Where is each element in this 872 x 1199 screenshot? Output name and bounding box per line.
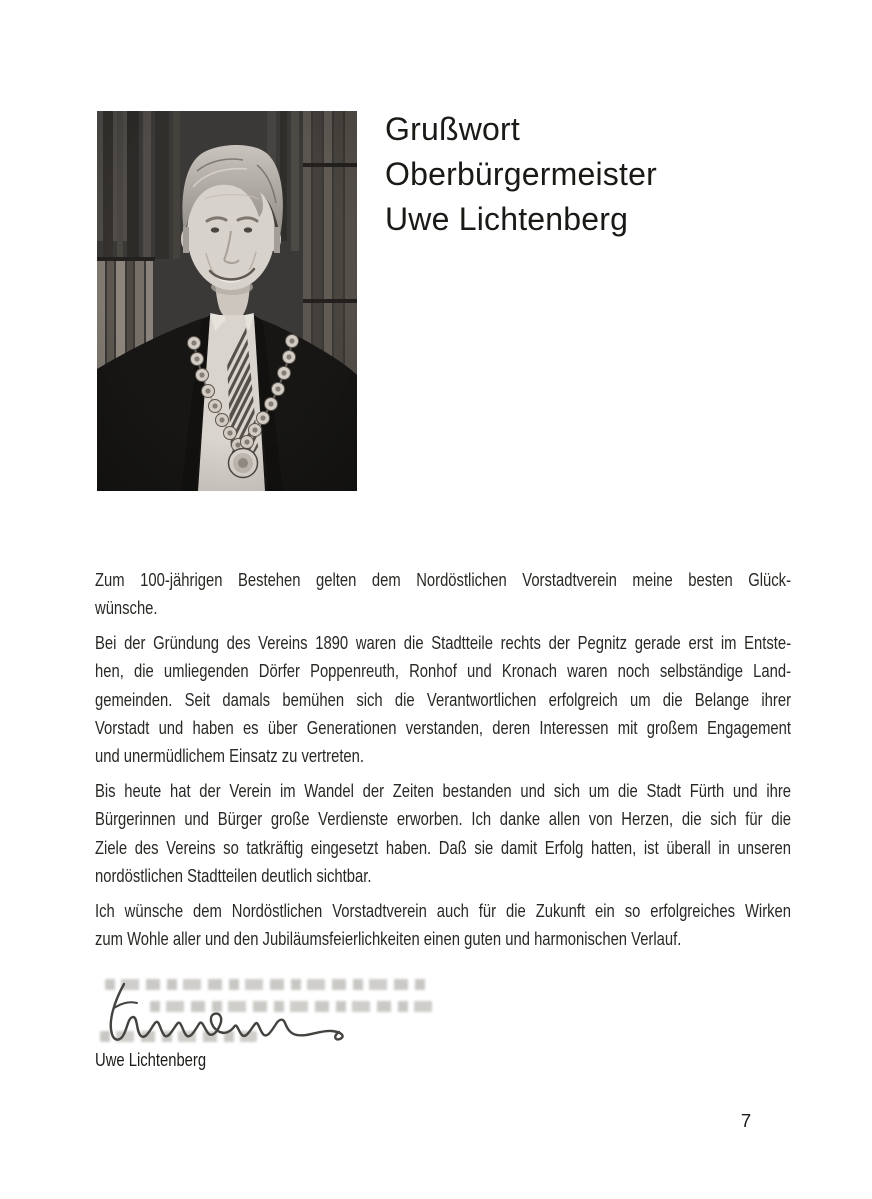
body-line: gemeinden. Seit damals bemühen sich die Verantwortlichen erfolgreich um die Belange ihrer (95, 688, 791, 710)
body-line: hen, die umliegenden Dörfer Poppenreuth, Ronhof und Kronach waren noch selbständige Land- (95, 660, 791, 682)
paragraph (95, 777, 791, 890)
portrait-photo-art (97, 111, 357, 491)
body-line: Bei der Gründung des Vereins 1890 waren die Stadtteile rechts der Pegnitz gerade erst im Entste- (95, 632, 791, 654)
signature-autograph (100, 980, 360, 1052)
body-line: Zum 100-jährigen Bestehen gelten dem Nordöstlichen Vorstadtverein meine besten Glück- (95, 569, 791, 590)
paragraph (95, 629, 791, 770)
body-line: und unermüdlichem Einsatz zu vertreten. (95, 745, 365, 767)
paragraph (95, 897, 791, 954)
heading-line: Oberbürgermeister (385, 156, 657, 192)
greeting-heading (385, 107, 657, 242)
body-line: Vorstadt und haben es über Generationen verstanden, deren Interessen mit großem Engagement (95, 716, 791, 738)
page-number: 7 (740, 1110, 752, 1131)
body-line: Bürgerinnen und Bürger große Verdienste erworben. Ich danke allen von Herzen, die sich für die (95, 808, 791, 830)
body-text (95, 566, 791, 960)
portrait-photo (97, 111, 357, 491)
heading-line: Grußwort (385, 111, 520, 147)
heading-line: Uwe Lichtenberg (385, 201, 629, 237)
paragraph (95, 566, 791, 623)
body-line: zum Wohle aller und den Jubiläumsfeierlichkeiten einen guten und harmonischen Verlauf. (95, 928, 682, 950)
body-line: Bis heute hat der Verein im Wandel der Zeiten bestanden und sich um die Stadt Fürth und ihre (95, 780, 791, 802)
body-line: wünsche. (95, 597, 158, 619)
body-line: nordöstlichen Stadtteilen deutlich sichtbar. (95, 864, 372, 886)
body-line: Ich wünsche dem Nordöstlichen Vorstadtverein auch für die Zukunft ein so erfolgreiches Wirken (95, 899, 791, 921)
body-line: Ziele des Vereins so tatkräftig eingesetzt haben. Daß sie damit Erfolg hatten, ist überall in unseren (95, 836, 791, 858)
signature-name: Uwe Lichtenberg (95, 1049, 207, 1070)
